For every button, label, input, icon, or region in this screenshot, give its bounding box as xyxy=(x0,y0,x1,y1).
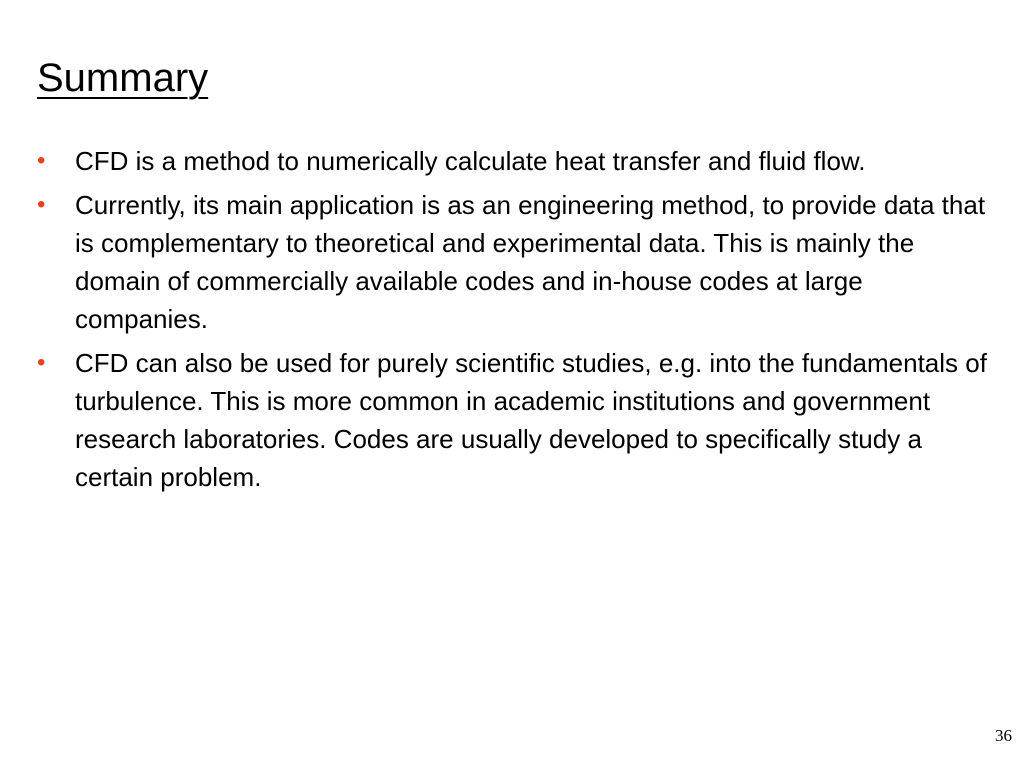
bullet-list xyxy=(37,142,987,502)
bullet-item xyxy=(37,344,987,496)
bullet-text: CFD can also be used for purely scientific studies, e.g. into the fundamentals of turbulence. This is more common in academic institutions and government research laboratories. Codes are usually developed to specifically study a certain problem. xyxy=(75,348,987,492)
slide-title: Summary xyxy=(37,56,209,100)
bullet-text: CFD is a method to numerically calculate heat transfer and fluid flow. xyxy=(75,146,866,176)
bullet-marker: • xyxy=(37,191,46,218)
bullet-text: Currently, its main application is as an engineering method, to provide data that is complementary to theoretical and experimental data. This is mainly the domain of commercially available codes and in-house codes at large companies. xyxy=(75,190,986,334)
bullet-item xyxy=(37,186,987,338)
bullet-item xyxy=(37,142,987,180)
page-number: 36 xyxy=(995,726,1012,745)
bullet-marker: • xyxy=(37,349,46,376)
bullet-marker: • xyxy=(37,147,46,174)
